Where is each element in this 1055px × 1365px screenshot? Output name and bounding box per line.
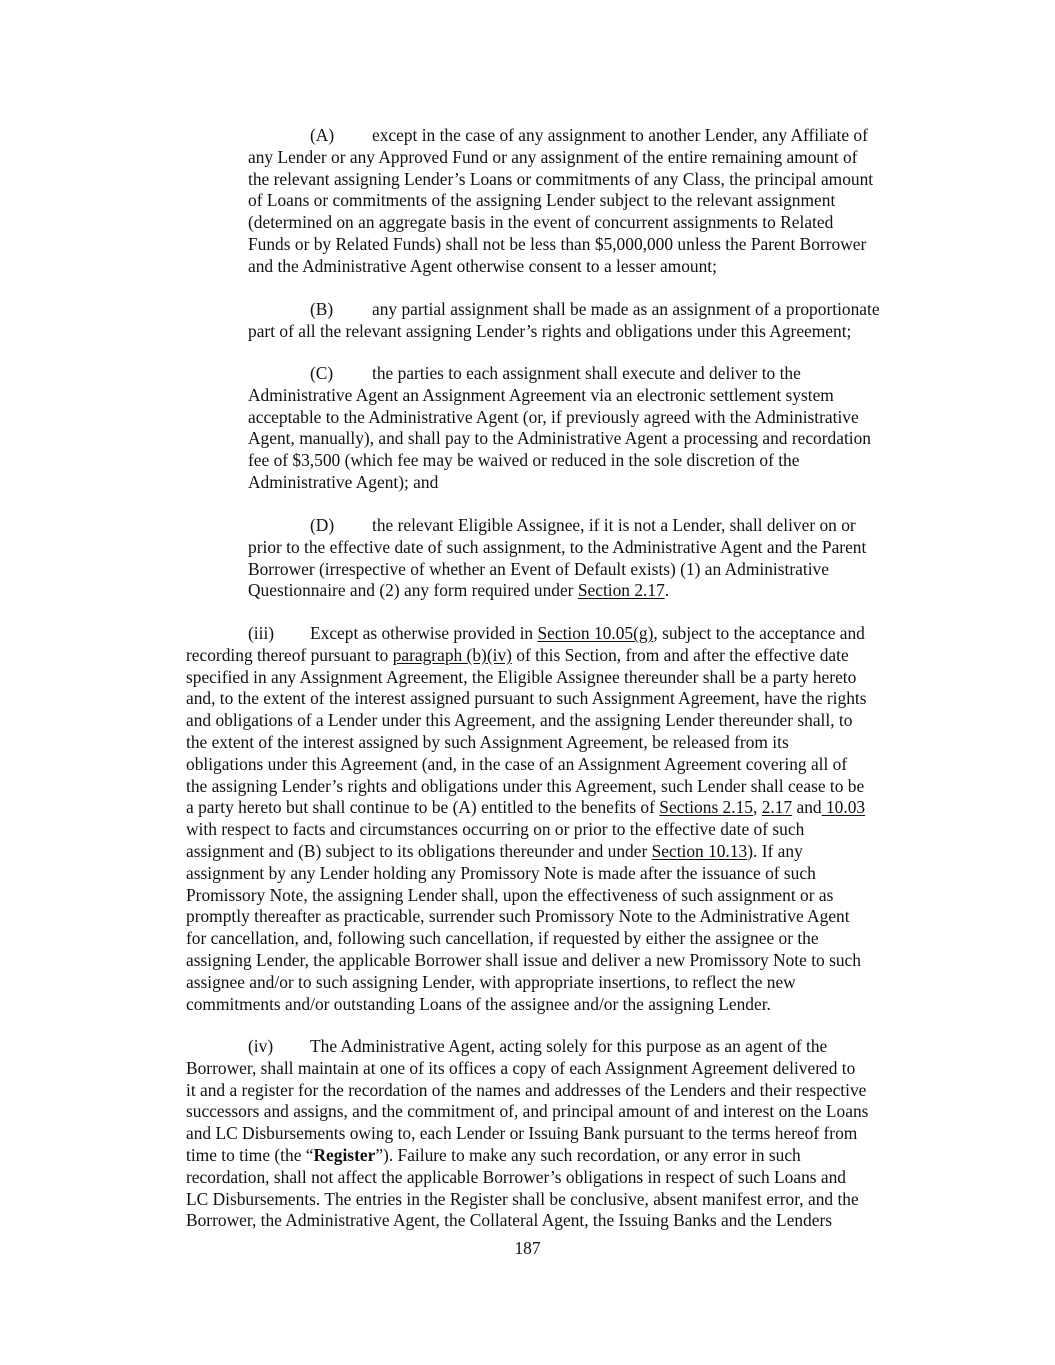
clause-c-line-6: Administrative Agent); and [248,471,439,492]
clause-c-line-3: acceptable to the Administrative Agent (or, if previously agreed with the Administrative [248,406,859,427]
paragraph-iii-label: (iii) [248,623,275,643]
paragraph-b-iv-link[interactable]: paragraph (b)(iv) [392,644,512,665]
clause-c [248,363,934,494]
section-2-17-link[interactable]: Section 2.17 [577,580,665,601]
paragraph-iii-line-8: the assigning Lender’s rights and obligations under this Agreement, such Lender shall cease to be [186,775,865,796]
section-10-03-link[interactable]: 10.03 [821,797,866,818]
clause-b-label: (B) [310,299,334,319]
clause-c-line-1 [248,363,934,385]
paragraph-iii-text-11b: ). If any [747,840,803,861]
clause-a-line-6: Funds or by Related Funds) shall not be less than $5,000,000 unless the Parent Borrower [248,233,867,254]
paragraph-iv-line-9: Borrower, the Administrative Agent, the Collateral Agent, the Issuing Banks and the Lenders [186,1210,832,1231]
clause-a-line-7: and the Administrative Agent otherwise consent to a lesser amount; [248,255,717,276]
clause-c-label: (C) [310,363,334,383]
paragraph-iv-line-5: and LC Disbursements owing to, each Lender or Issuing Bank pursuant to the terms hereof from [186,1123,858,1144]
clause-d-text-4: Questionnaire and (2) any form required under [248,580,578,601]
paragraph-iv-label: (iv) [248,1036,274,1056]
paragraph-iii-text-2b: of this Section, from and after the effective date [511,644,849,665]
section-10-13-link[interactable]: Section 10.13 [651,840,748,861]
clause-d-text-1: the relevant Eligible Assignee, if it is not a Lender, shall deliver on or [372,515,856,535]
paragraph-iii-line-12: assignment by any Lender holding any Promissory Note is made after the issuance of such [186,862,816,883]
paragraph-iv-line-7: recordation, shall not affect the applicable Borrower’s obligations in respect of such Loans and [186,1166,846,1187]
paragraph-iii-line-14: promptly thereafter as practicable, surrender such Promissory Note to the Administrative Agent [186,906,850,927]
section-10-05g-link[interactable]: Section 10.05(g) [537,623,654,643]
clause-c-line-4: Agent, manually), and shall pay to the Administrative Agent a processing and recordation [248,428,872,449]
clause-b-line-2: part of all the relevant assigning Lender’s rights and obligations under this Agreement; [248,320,852,341]
paragraph-iii-line-2 [186,645,934,667]
paragraph-iii-line-15: for cancellation, and, following such cancellation, if requested by either the assignee or the [186,928,819,949]
paragraph-iii-text-11a: assignment and (B) subject to its obligations thereunder and under [186,840,652,861]
clause-a-label: (A) [310,125,335,145]
paragraph-iii-line-17: assignee and/or to such assigning Lender, with appropriate insertions, to reflect the new [186,971,796,992]
clause-d [248,515,934,602]
page-number: 187 [514,1238,541,1258]
paragraph-iv-line-2: Borrower, shall maintain at one of its offices a copy of each Assignment Agreement delivered to [186,1057,856,1078]
clause-a-line-2: any Lender or any Approved Fund or any assignment of the entire remaining amount of [248,146,858,167]
paragraph-iv-line-1 [186,1036,934,1058]
clause-a [248,125,934,278]
clause-a-line-4: of Loans or commitments of the assigning Lender subject to the relevant assignment [248,190,836,211]
clause-d-period: . [664,580,670,601]
clause-d-line-3: Borrower (irrespective of whether an Event of Default exists) (1) an Administrative [248,558,829,579]
paragraph-iv-line-8: LC Disbursements. The entries in the Register shall be conclusive, absent manifest error, and the [186,1188,859,1209]
clause-c-text-1: the parties to each assignment shall execute and deliver to the [372,363,801,383]
paragraph-iii-text-1b: , subject to the acceptance and [653,623,865,643]
clause-a-line-1 [248,125,934,147]
sections-2-15-link[interactable]: Sections 2.15 [659,797,753,818]
paragraph-iv-line-3: it and a register for the recordation of the names and addresses of the Lenders and their respective [186,1079,867,1100]
register-defined-term: Register [313,1144,376,1165]
clause-a-line-3: the relevant assigning Lender’s Loans or commitments of any Class, the principal amount [248,168,874,189]
paragraph-iii-sep-1: , [753,797,762,818]
clause-c-line-5: fee of $3,500 (which fee may be waived or reduced in the sole discretion of the [248,450,800,471]
paragraph-iv-text-1: The Administrative Agent, acting solely for this purpose as an agent of the [310,1036,828,1056]
paragraph-iv-text-6a: time to time (the “ [186,1144,314,1165]
paragraph-iii-text-9a: a party hereto but shall continue to be (A) entitled to the benefits of [186,797,660,818]
clause-d-line-1 [248,515,934,537]
paragraph-iii-line-1 [186,623,934,645]
clause-a-text-1: except in the case of any assignment to another Lender, any Affiliate of [372,125,868,145]
paragraph-iii [186,623,934,1015]
paragraph-iii-line-6: the extent of the interest assigned by such Assignment Agreement, be released from its [186,731,789,752]
clause-b-line-1 [248,299,934,321]
paragraph-iv-line-4: successors and assigns, and the commitment of, and principal amount of and interest on the Loans [186,1101,869,1122]
paragraph-iii-line-4: and, to the extent of the interest assigned pursuant to such Assignment Agreement, have the rights [186,688,867,709]
paragraph-iii-line-7: obligations under this Agreement (and, in the case of an Assignment Agreement covering all of [186,753,848,774]
paragraph-iv-line-6 [186,1145,934,1167]
clause-c-line-2: Administrative Agent an Assignment Agreement via an electronic settlement system [248,384,834,405]
paragraph-iii-sep-2: and [792,797,822,818]
section-2-17-ref-link[interactable]: 2.17 [761,797,793,818]
clause-a-line-5: (determined on an aggregate basis in the event of concurrent assignments to Related [248,212,834,233]
clause-d-line-2: prior to the effective date of such assignment, to the Administrative Agent and the Parent [248,536,867,557]
paragraph-iii-line-5: and obligations of a Lender under this Agreement, and the assigning Lender thereunder shall, to [186,710,853,731]
paragraph-iii-text-1a: Except as otherwise provided in [310,623,538,643]
paragraph-iii-line-10: with respect to facts and circumstances occurring on or prior to the effective date of such [186,819,805,840]
clause-b [248,299,934,343]
paragraph-iv-text-6b: ”). Failure to make any such recordation, or any error in such [375,1144,801,1165]
clause-b-text-1: any partial assignment shall be made as an assignment of a proportionate [372,299,880,319]
paragraph-iv [186,1036,934,1232]
paragraph-iii-line-13: Promissory Note, the assigning Lender shall, upon the effectiveness of such assignment or as [186,884,834,905]
paragraph-iii-line-3: specified in any Assignment Agreement, the Eligible Assignee thereunder shall be a party hereto [186,666,857,687]
paragraph-iii-line-9 [186,797,934,819]
paragraph-iii-line-16: assigning Lender, the applicable Borrower shall issue and deliver a new Promissory Note to such [186,949,861,970]
clause-d-line-4 [248,580,934,602]
paragraph-iii-text-2a: recording thereof pursuant to [186,644,393,665]
paragraph-iii-line-18: commitments and/or outstanding Loans of the assignee and/or the assigning Lender. [186,993,771,1014]
clause-d-label: (D) [310,515,335,535]
paragraph-iii-line-11 [186,841,934,863]
